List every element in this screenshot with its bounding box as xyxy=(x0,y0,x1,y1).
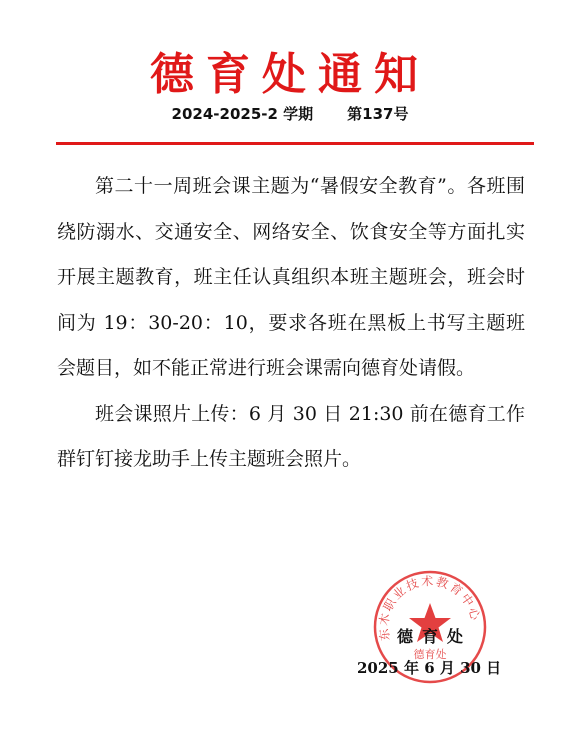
signature: 德育处 xyxy=(397,627,473,646)
svg-text:东木职业技术教育中心: 东木职业技术教育中心 xyxy=(376,573,483,642)
svg-text:德育处: 德育处 xyxy=(413,648,447,661)
body-paragraph: 班会课照片上传：6 月 30 日 21:30 前在德育工作群钉钉接龙助手上传主题班会照片。 xyxy=(57,402,525,470)
term-label: 2024-2025-2 学期 xyxy=(171,105,314,123)
notice-body xyxy=(57,164,525,483)
body-paragraph: 第二十一周班会课主题为“暑假安全教育”。各班围绕防溺水、交通安全、网络安全、饮食安全等方面扎实开展主题教育，班主任认真组织本班主题班会，班会时间为 19：30-20：10，要求各班在黑板上书写主题班会题目，如不能正常进行班会课需向德育处请假。 xyxy=(57,175,525,379)
notice-number: 第137号 xyxy=(347,105,409,123)
notice-meta xyxy=(0,103,580,124)
notice-title: 德育处通知 xyxy=(150,49,430,100)
header-divider xyxy=(56,142,534,145)
notice-date: 2025 年 6 月 30 日 xyxy=(357,659,502,677)
